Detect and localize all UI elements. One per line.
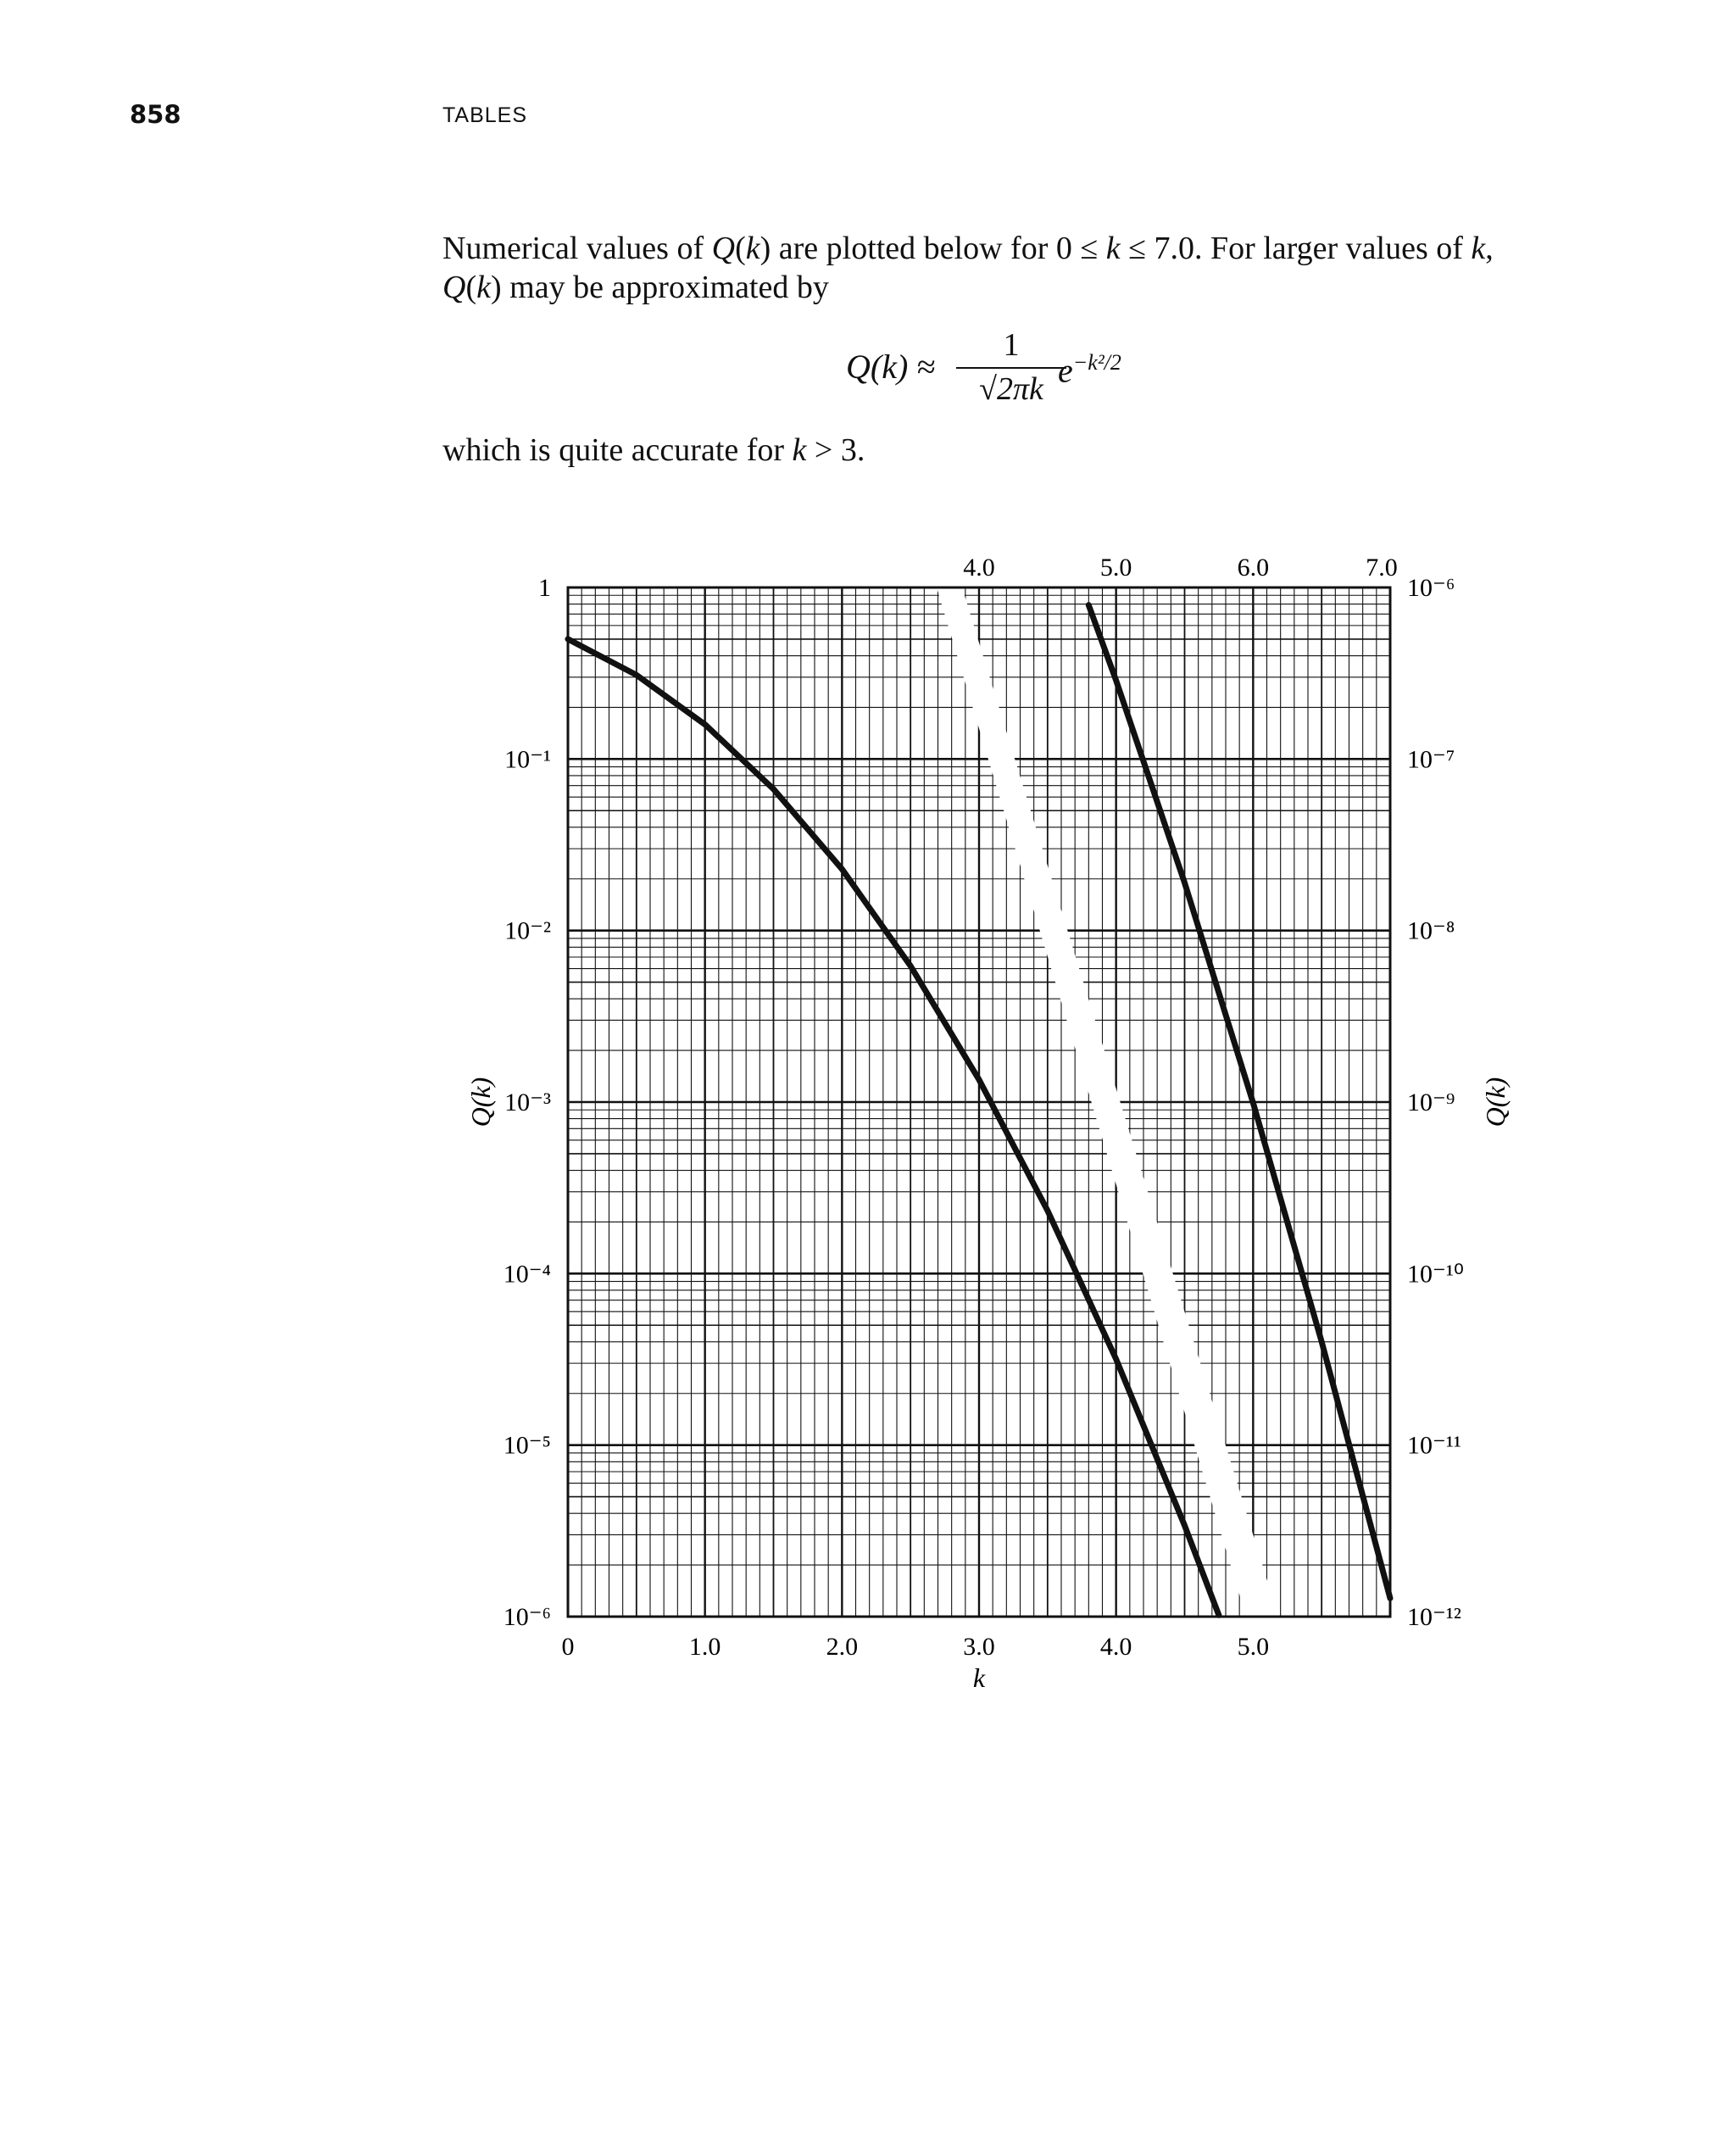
bottom-tick-label: 4.0	[1099, 1633, 1132, 1661]
intro-text-a: Numerical values of	[442, 231, 712, 266]
intro-text-d: ,	[1485, 231, 1494, 266]
bottom-tick-label: 2.0	[826, 1633, 859, 1661]
left-tick-label: 10⁻³	[504, 1088, 551, 1116]
right-y-axis-label: Q(k)	[1480, 1077, 1511, 1127]
intro-text-b: are plotted below for 0 ≤	[771, 231, 1106, 266]
accuracy-text-b: > 3.	[806, 432, 865, 468]
formula-denominator: √2πk	[979, 371, 1043, 407]
x-axis-label: k	[972, 1662, 986, 1693]
bottom-tick-label: 0	[561, 1633, 575, 1661]
page-number: 858	[130, 100, 181, 129]
left-tick-label: 10⁻⁶	[503, 1603, 551, 1631]
formula-lhs: Q(k) ≈	[846, 348, 936, 386]
bottom-tick-label: 3.0	[963, 1633, 995, 1661]
right-tick-label: 10⁻⁷	[1407, 745, 1455, 774]
top-tick-label: 5.0	[1099, 554, 1132, 582]
formula-numerator: 1	[1003, 327, 1020, 363]
k-symbol: k	[792, 432, 807, 468]
left-tick-label: 1	[538, 574, 551, 602]
bottom-tick-label: 1.0	[688, 1633, 721, 1661]
right-tick-label: 10⁻⁶	[1407, 574, 1455, 602]
top-tick-label: 6.0	[1237, 554, 1270, 582]
top-tick-label: 7.0	[1366, 554, 1398, 582]
left-tick-label: 10⁻¹	[504, 745, 551, 774]
accuracy-text-a: which is quite accurate for	[442, 432, 793, 468]
top-tick-label: 4.0	[963, 554, 995, 582]
k-symbol: k	[1471, 231, 1486, 266]
q-symbol: Q	[442, 270, 466, 305]
left-y-axis-label: Q(k)	[465, 1077, 496, 1127]
right-tick-label: 10⁻⁸	[1407, 916, 1455, 945]
formula-exponent: −k²/2	[1072, 350, 1121, 375]
formula-exp-base: e	[1058, 351, 1073, 390]
bottom-tick-label: 5.0	[1237, 1633, 1270, 1661]
intro-text-c: ≤ 7.0. For larger values of	[1120, 231, 1472, 266]
right-tick-label: 10⁻⁹	[1407, 1088, 1455, 1116]
left-tick-label: 10⁻⁴	[503, 1260, 551, 1289]
left-tick-label: 10⁻⁵	[503, 1431, 551, 1460]
left-tick-label: 10⁻²	[504, 916, 551, 945]
right-tick-label: 10⁻¹⁰	[1407, 1260, 1464, 1289]
k-symbol: k	[745, 231, 760, 266]
intro-paragraph: Numerical values of Q(k) are plotted below for 0 ≤ k ≤ 7.0. For larger values of k, Q(k) may be approximated by	[442, 231, 1494, 305]
k-symbol: k	[476, 270, 491, 305]
q-symbol: Q	[711, 231, 736, 266]
right-tick-label: 10⁻¹²	[1407, 1603, 1461, 1631]
running-head: TABLES	[442, 103, 528, 127]
k-symbol: k	[1105, 231, 1121, 266]
right-tick-label: 10⁻¹¹	[1407, 1431, 1461, 1460]
intro-text-e: may be approximated by	[501, 270, 829, 305]
